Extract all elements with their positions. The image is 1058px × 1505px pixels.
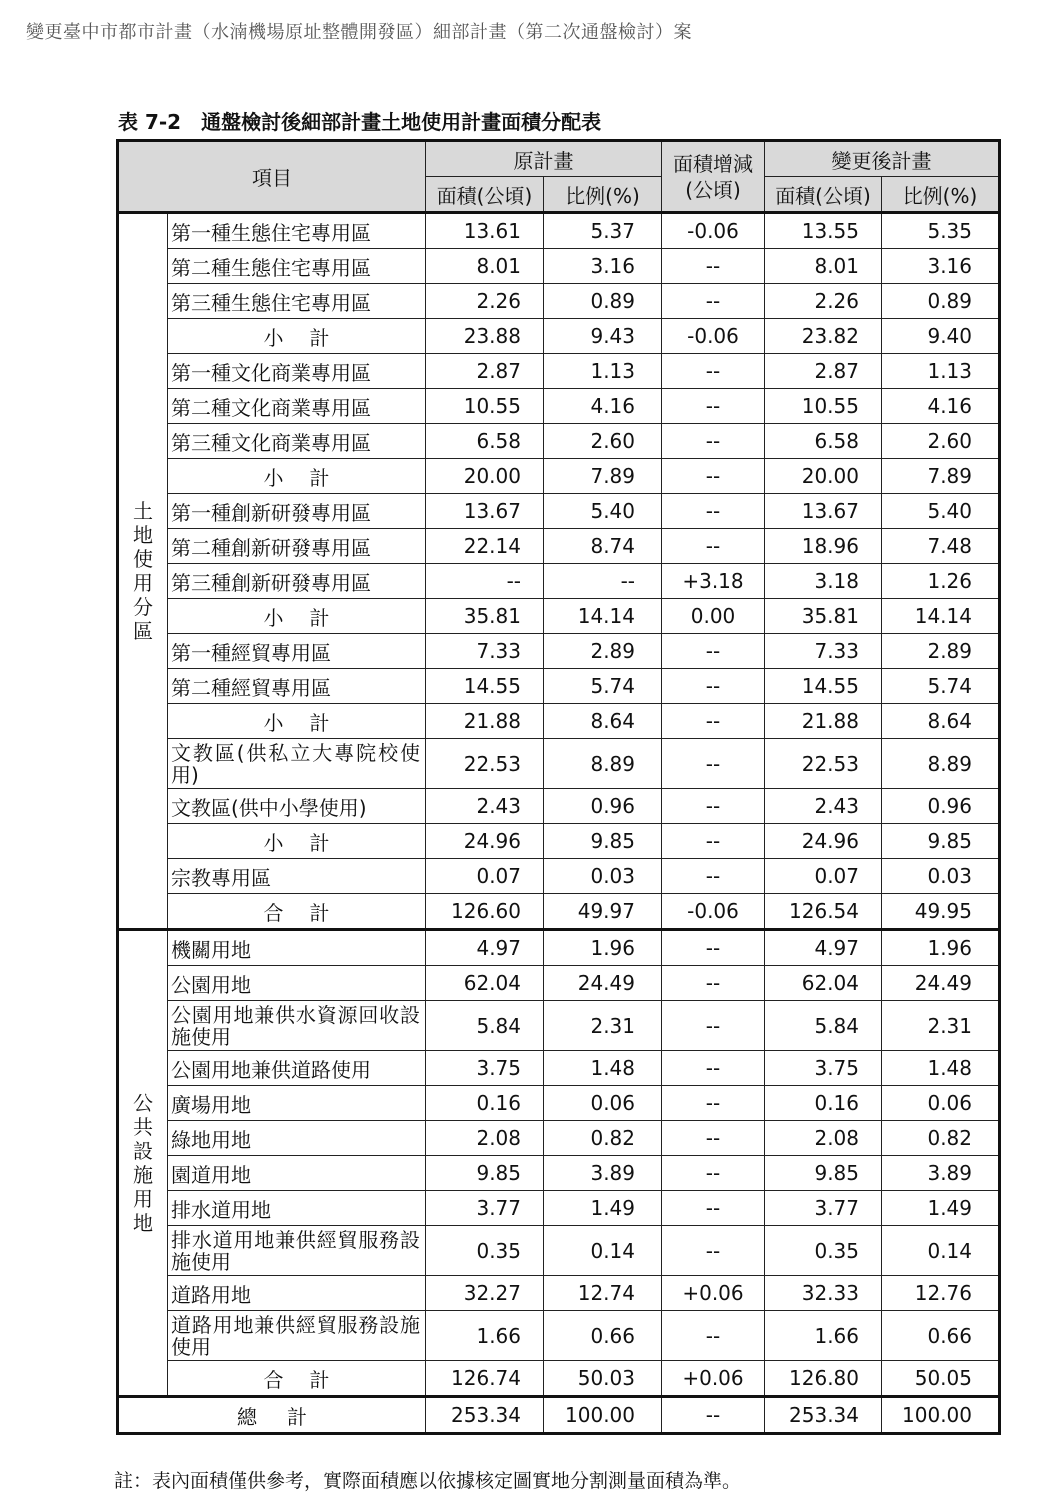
area-change-cell: -- xyxy=(662,284,765,319)
revised-ratio-cell: 0.82 xyxy=(882,1121,1000,1156)
original-ratio-cell: 1.13 xyxy=(544,354,662,389)
original-area-cell: 32.27 xyxy=(426,1276,544,1311)
row-item-name: 第三種生態住宅專用區 xyxy=(168,284,426,319)
table-title: 表 7-2 通盤檢討後細部計畫土地使用計畫面積分配表 xyxy=(118,110,602,134)
original-area-cell: 1.66 xyxy=(426,1311,544,1361)
revised-area-cell: 35.81 xyxy=(765,599,882,634)
row-item-name: 機關用地 xyxy=(168,930,426,966)
table-row xyxy=(118,564,1000,599)
revised-area-cell: 5.84 xyxy=(765,1001,882,1051)
footnote: 註：表內面積僅供參考，實際面積應以依據核定圖實地分割測量面積為準。 xyxy=(114,1470,742,1492)
area-change-cell: -- xyxy=(662,1226,765,1276)
subtotal-label xyxy=(168,599,426,634)
area-change-cell: -- xyxy=(662,1051,765,1086)
area-change-cell: -- xyxy=(662,529,765,564)
original-ratio-cell: 2.89 xyxy=(544,634,662,669)
revised-ratio-cell: 9.40 xyxy=(882,319,1000,354)
revised-ratio-cell: 0.96 xyxy=(882,789,1000,824)
original-ratio-cell: 9.43 xyxy=(544,319,662,354)
table-row xyxy=(118,1121,1000,1156)
original-area-cell: 2.87 xyxy=(426,354,544,389)
revised-ratio-cell: 49.95 xyxy=(882,894,1000,930)
original-area-cell: 3.77 xyxy=(426,1191,544,1226)
original-ratio-cell: 12.74 xyxy=(544,1276,662,1311)
revised-area-cell: 4.97 xyxy=(765,930,882,966)
revised-area-cell: 2.87 xyxy=(765,354,882,389)
original-ratio-cell: 7.89 xyxy=(544,459,662,494)
group-label-text: 土地使用分區 xyxy=(133,499,153,643)
subtotal-label-text: 小計 xyxy=(263,605,356,630)
revised-area-cell: 3.77 xyxy=(765,1191,882,1226)
subtotal-label xyxy=(168,319,426,354)
table-row xyxy=(118,249,1000,284)
original-area-cell: 126.60 xyxy=(426,894,544,930)
table-row xyxy=(118,634,1000,669)
original-ratio-cell: 1.48 xyxy=(544,1051,662,1086)
subtotal-label xyxy=(168,704,426,739)
revised-ratio-cell: 2.60 xyxy=(882,424,1000,459)
revised-ratio-cell: 14.14 xyxy=(882,599,1000,634)
table-row xyxy=(118,1086,1000,1121)
revised-ratio-cell: 4.16 xyxy=(882,389,1000,424)
original-area-cell: 0.16 xyxy=(426,1086,544,1121)
row-item-name: 第二種創新研發專用區 xyxy=(168,529,426,564)
table-row xyxy=(118,789,1000,824)
revised-ratio-cell: 1.26 xyxy=(882,564,1000,599)
revised-ratio-cell: 1.96 xyxy=(882,930,1000,966)
revised-area-cell: 32.33 xyxy=(765,1276,882,1311)
original-ratio-cell: 0.14 xyxy=(544,1226,662,1276)
revised-ratio-cell: 7.48 xyxy=(882,529,1000,564)
table-row xyxy=(118,824,1000,859)
revised-area-cell: 18.96 xyxy=(765,529,882,564)
revised-ratio-cell: 5.35 xyxy=(882,213,1000,249)
table-row xyxy=(118,354,1000,389)
area-change-cell: -- xyxy=(662,1001,765,1051)
revised-area-cell: 2.26 xyxy=(765,284,882,319)
revised-area-cell: 24.96 xyxy=(765,824,882,859)
row-item-name: 文教區(供私立大專院校使用) xyxy=(168,739,426,789)
area-change-cell: 0.00 xyxy=(662,599,765,634)
table-row xyxy=(118,599,1000,634)
original-ratio-cell: 2.60 xyxy=(544,424,662,459)
table-row xyxy=(118,704,1000,739)
original-ratio-cell: 9.85 xyxy=(544,824,662,859)
revised-ratio-cell: 0.89 xyxy=(882,284,1000,319)
original-ratio-cell: 1.49 xyxy=(544,1191,662,1226)
subtotal-label xyxy=(168,894,426,930)
grand-total-label-text: 總計 xyxy=(237,1404,337,1429)
area-change-cell: -- xyxy=(662,966,765,1001)
area-change-cell: +0.06 xyxy=(662,1361,765,1397)
area-change-cell: -0.06 xyxy=(662,894,765,930)
table-row xyxy=(118,669,1000,704)
row-item-name: 文教區(供中小學使用) xyxy=(168,789,426,824)
group-label-zoning xyxy=(118,213,168,930)
row-item-name: 第三種文化商業專用區 xyxy=(168,424,426,459)
row-item-name: 廣場用地 xyxy=(168,1086,426,1121)
revised-area-cell: 3.75 xyxy=(765,1051,882,1086)
area-change-cell: -- xyxy=(662,634,765,669)
revised-area-cell: 10.55 xyxy=(765,389,882,424)
original-area-cell: 24.96 xyxy=(426,824,544,859)
revised-area-cell: 62.04 xyxy=(765,966,882,1001)
original-area-cell: 0.35 xyxy=(426,1226,544,1276)
revised-area-cell: 22.53 xyxy=(765,739,882,789)
revised-ratio-cell: 9.85 xyxy=(882,824,1000,859)
original-ratio-cell: 2.31 xyxy=(544,1001,662,1051)
original-ratio-cell: 8.64 xyxy=(544,704,662,739)
revised-area-cell: 20.00 xyxy=(765,459,882,494)
revised-ratio-cell: 2.89 xyxy=(882,634,1000,669)
revised-ratio-cell: 1.49 xyxy=(882,1191,1000,1226)
group-label-text: 公共設施用地 xyxy=(133,1091,153,1235)
land-use-area-table xyxy=(116,139,1001,1435)
subtotal-label xyxy=(168,459,426,494)
area-change-cell: -- xyxy=(662,1311,765,1361)
original-area-cell: 21.88 xyxy=(426,704,544,739)
revised-area-cell: 0.16 xyxy=(765,1086,882,1121)
original-area-cell: 0.07 xyxy=(426,859,544,894)
area-change-cell: -- xyxy=(662,1156,765,1191)
row-item-name: 第一種生態住宅專用區 xyxy=(168,213,426,249)
revised-ratio-cell: 0.14 xyxy=(882,1226,1000,1276)
original-ratio-cell: 5.40 xyxy=(544,494,662,529)
grand-original-ratio: 100.00 xyxy=(544,1397,662,1434)
table-row xyxy=(118,319,1000,354)
original-ratio-cell: 0.03 xyxy=(544,859,662,894)
revised-ratio-cell: 12.76 xyxy=(882,1276,1000,1311)
original-ratio-cell: 3.89 xyxy=(544,1156,662,1191)
subtotal-label-text: 小計 xyxy=(263,830,356,855)
revised-area-cell: 6.58 xyxy=(765,424,882,459)
original-area-cell: 35.81 xyxy=(426,599,544,634)
revised-area-cell: 126.80 xyxy=(765,1361,882,1397)
row-item-name: 綠地用地 xyxy=(168,1121,426,1156)
original-ratio-cell: 4.16 xyxy=(544,389,662,424)
area-change-cell: -- xyxy=(662,389,765,424)
area-change-cell: -- xyxy=(662,739,765,789)
revised-ratio-cell: 3.89 xyxy=(882,1156,1000,1191)
col-header-revised: 變更後計畫 xyxy=(765,141,1000,177)
revised-area-cell: 21.88 xyxy=(765,704,882,739)
revised-ratio-cell: 7.89 xyxy=(882,459,1000,494)
original-area-cell: 62.04 xyxy=(426,966,544,1001)
grand-revised-ratio: 100.00 xyxy=(882,1397,1000,1434)
col-header-change-label: 面積增減 xyxy=(673,151,753,176)
original-area-cell: 22.53 xyxy=(426,739,544,789)
table-row xyxy=(118,739,1000,789)
area-change-cell: +3.18 xyxy=(662,564,765,599)
original-ratio-cell: 8.74 xyxy=(544,529,662,564)
col-header-original-ratio: 比例(%) xyxy=(544,177,662,213)
original-area-cell: 23.88 xyxy=(426,319,544,354)
table-row xyxy=(118,1191,1000,1226)
subtotal-label-text: 小計 xyxy=(263,710,356,735)
revised-area-cell: 13.67 xyxy=(765,494,882,529)
revised-ratio-cell: 5.40 xyxy=(882,494,1000,529)
original-area-cell: 10.55 xyxy=(426,389,544,424)
area-change-cell: -- xyxy=(662,824,765,859)
original-area-cell: 2.43 xyxy=(426,789,544,824)
subtotal-label-text: 合計 xyxy=(263,900,356,925)
row-item-name: 第二種生態住宅專用區 xyxy=(168,249,426,284)
subtotal-label xyxy=(168,1361,426,1397)
revised-area-cell: 126.54 xyxy=(765,894,882,930)
subtotal-label-text: 小計 xyxy=(263,465,356,490)
row-item-name: 第一種經貿專用區 xyxy=(168,634,426,669)
original-ratio-cell: 0.06 xyxy=(544,1086,662,1121)
grand-revised-area: 253.34 xyxy=(765,1397,882,1434)
revised-area-cell: 3.18 xyxy=(765,564,882,599)
table-row xyxy=(118,1226,1000,1276)
row-item-name: 第三種創新研發專用區 xyxy=(168,564,426,599)
revised-area-cell: 1.66 xyxy=(765,1311,882,1361)
area-change-cell: -- xyxy=(662,1191,765,1226)
revised-ratio-cell: 2.31 xyxy=(882,1001,1000,1051)
table-row xyxy=(118,1051,1000,1086)
original-ratio-cell: 0.96 xyxy=(544,789,662,824)
original-ratio-cell: 8.89 xyxy=(544,739,662,789)
table-row xyxy=(118,859,1000,894)
original-area-cell: 3.75 xyxy=(426,1051,544,1086)
col-header-change-unit: (公頃) xyxy=(685,177,741,202)
document-header: 變更臺中市都市計畫（水湳機場原址整體開發區）細部計畫（第二次通盤檢討）案 xyxy=(26,22,692,43)
area-change-cell: +0.06 xyxy=(662,1276,765,1311)
original-ratio-cell: 49.97 xyxy=(544,894,662,930)
revised-area-cell: 7.33 xyxy=(765,634,882,669)
table-row xyxy=(118,894,1000,930)
table-row xyxy=(118,1311,1000,1361)
area-change-cell: -- xyxy=(662,789,765,824)
area-change-cell: -- xyxy=(662,249,765,284)
table-row xyxy=(118,424,1000,459)
original-ratio-cell: 50.03 xyxy=(544,1361,662,1397)
col-header-change xyxy=(662,141,765,213)
area-change-cell: -0.06 xyxy=(662,213,765,249)
area-change-cell: -- xyxy=(662,859,765,894)
revised-ratio-cell: 5.74 xyxy=(882,669,1000,704)
original-area-cell: 22.14 xyxy=(426,529,544,564)
revised-area-cell: 2.43 xyxy=(765,789,882,824)
row-item-name: 第一種創新研發專用區 xyxy=(168,494,426,529)
revised-area-cell: 0.35 xyxy=(765,1226,882,1276)
table-row xyxy=(118,213,1000,249)
original-area-cell: 2.08 xyxy=(426,1121,544,1156)
revised-area-cell: 9.85 xyxy=(765,1156,882,1191)
original-area-cell: 13.61 xyxy=(426,213,544,249)
revised-ratio-cell: 0.66 xyxy=(882,1311,1000,1361)
original-area-cell: 14.55 xyxy=(426,669,544,704)
row-item-name: 排水道用地兼供經貿服務設施使用 xyxy=(168,1226,426,1276)
table-row xyxy=(118,529,1000,564)
table-row xyxy=(118,494,1000,529)
col-header-revised-area: 面積(公頃) xyxy=(765,177,882,213)
original-ratio-cell: 5.37 xyxy=(544,213,662,249)
original-area-cell: 126.74 xyxy=(426,1361,544,1397)
area-change-cell: -- xyxy=(662,704,765,739)
table-row xyxy=(118,459,1000,494)
row-item-name: 第二種文化商業專用區 xyxy=(168,389,426,424)
revised-ratio-cell: 1.13 xyxy=(882,354,1000,389)
area-change-cell: -- xyxy=(662,669,765,704)
table-row xyxy=(118,1156,1000,1191)
revised-area-cell: 13.55 xyxy=(765,213,882,249)
table-row xyxy=(118,1276,1000,1311)
revised-area-cell: 0.07 xyxy=(765,859,882,894)
row-item-name: 道路用地兼供經貿服務設施使用 xyxy=(168,1311,426,1361)
original-ratio-cell: 0.66 xyxy=(544,1311,662,1361)
area-change-cell: -- xyxy=(662,1086,765,1121)
revised-ratio-cell: 1.48 xyxy=(882,1051,1000,1086)
col-header-original-area: 面積(公頃) xyxy=(426,177,544,213)
original-area-cell: 7.33 xyxy=(426,634,544,669)
original-area-cell: 4.97 xyxy=(426,930,544,966)
original-area-cell: 20.00 xyxy=(426,459,544,494)
original-area-cell: 2.26 xyxy=(426,284,544,319)
col-header-revised-ratio: 比例(%) xyxy=(882,177,1000,213)
table-row xyxy=(118,1001,1000,1051)
revised-ratio-cell: 50.05 xyxy=(882,1361,1000,1397)
original-ratio-cell: 5.74 xyxy=(544,669,662,704)
row-item-name: 第一種文化商業專用區 xyxy=(168,354,426,389)
row-item-name: 公園用地 xyxy=(168,966,426,1001)
area-change-cell: -- xyxy=(662,354,765,389)
row-item-name: 園道用地 xyxy=(168,1156,426,1191)
revised-area-cell: 8.01 xyxy=(765,249,882,284)
original-area-cell: -- xyxy=(426,564,544,599)
area-change-cell: -- xyxy=(662,459,765,494)
original-area-cell: 13.67 xyxy=(426,494,544,529)
area-change-cell: -- xyxy=(662,1121,765,1156)
row-item-name: 公園用地兼供道路使用 xyxy=(168,1051,426,1086)
subtotal-label-text: 合計 xyxy=(263,1367,356,1392)
row-item-name: 排水道用地 xyxy=(168,1191,426,1226)
group-label-public xyxy=(118,930,168,1397)
revised-ratio-cell: 0.06 xyxy=(882,1086,1000,1121)
original-area-cell: 9.85 xyxy=(426,1156,544,1191)
row-item-name: 道路用地 xyxy=(168,1276,426,1311)
revised-area-cell: 14.55 xyxy=(765,669,882,704)
revised-ratio-cell: 24.49 xyxy=(882,966,1000,1001)
area-change-cell: -0.06 xyxy=(662,319,765,354)
table-row xyxy=(118,966,1000,1001)
original-ratio-cell: 14.14 xyxy=(544,599,662,634)
original-ratio-cell: 3.16 xyxy=(544,249,662,284)
col-header-item: 項目 xyxy=(118,141,426,213)
area-change-cell: -- xyxy=(662,494,765,529)
subtotal-label xyxy=(168,824,426,859)
revised-area-cell: 2.08 xyxy=(765,1121,882,1156)
grand-total-label xyxy=(118,1397,426,1434)
original-ratio-cell: 24.49 xyxy=(544,966,662,1001)
original-ratio-cell: 0.82 xyxy=(544,1121,662,1156)
table-row xyxy=(118,1361,1000,1397)
original-ratio-cell: -- xyxy=(544,564,662,599)
grand-area-change: -- xyxy=(662,1397,765,1434)
original-area-cell: 8.01 xyxy=(426,249,544,284)
revised-ratio-cell: 8.64 xyxy=(882,704,1000,739)
row-item-name: 第二種經貿專用區 xyxy=(168,669,426,704)
row-item-name: 宗教專用區 xyxy=(168,859,426,894)
original-ratio-cell: 0.89 xyxy=(544,284,662,319)
subtotal-label-text: 小計 xyxy=(263,325,356,350)
area-change-cell: -- xyxy=(662,424,765,459)
col-header-original: 原計畫 xyxy=(426,141,662,177)
table-row xyxy=(118,284,1000,319)
row-item-name: 公園用地兼供水資源回收設施使用 xyxy=(168,1001,426,1051)
revised-area-cell: 23.82 xyxy=(765,319,882,354)
table-row xyxy=(118,389,1000,424)
original-ratio-cell: 1.96 xyxy=(544,930,662,966)
grand-original-area: 253.34 xyxy=(426,1397,544,1434)
revised-ratio-cell: 0.03 xyxy=(882,859,1000,894)
area-change-cell: -- xyxy=(662,930,765,966)
original-area-cell: 6.58 xyxy=(426,424,544,459)
original-area-cell: 5.84 xyxy=(426,1001,544,1051)
revised-ratio-cell: 3.16 xyxy=(882,249,1000,284)
table-row xyxy=(118,930,1000,966)
revised-ratio-cell: 8.89 xyxy=(882,739,1000,789)
grand-total-row xyxy=(118,1397,1000,1434)
